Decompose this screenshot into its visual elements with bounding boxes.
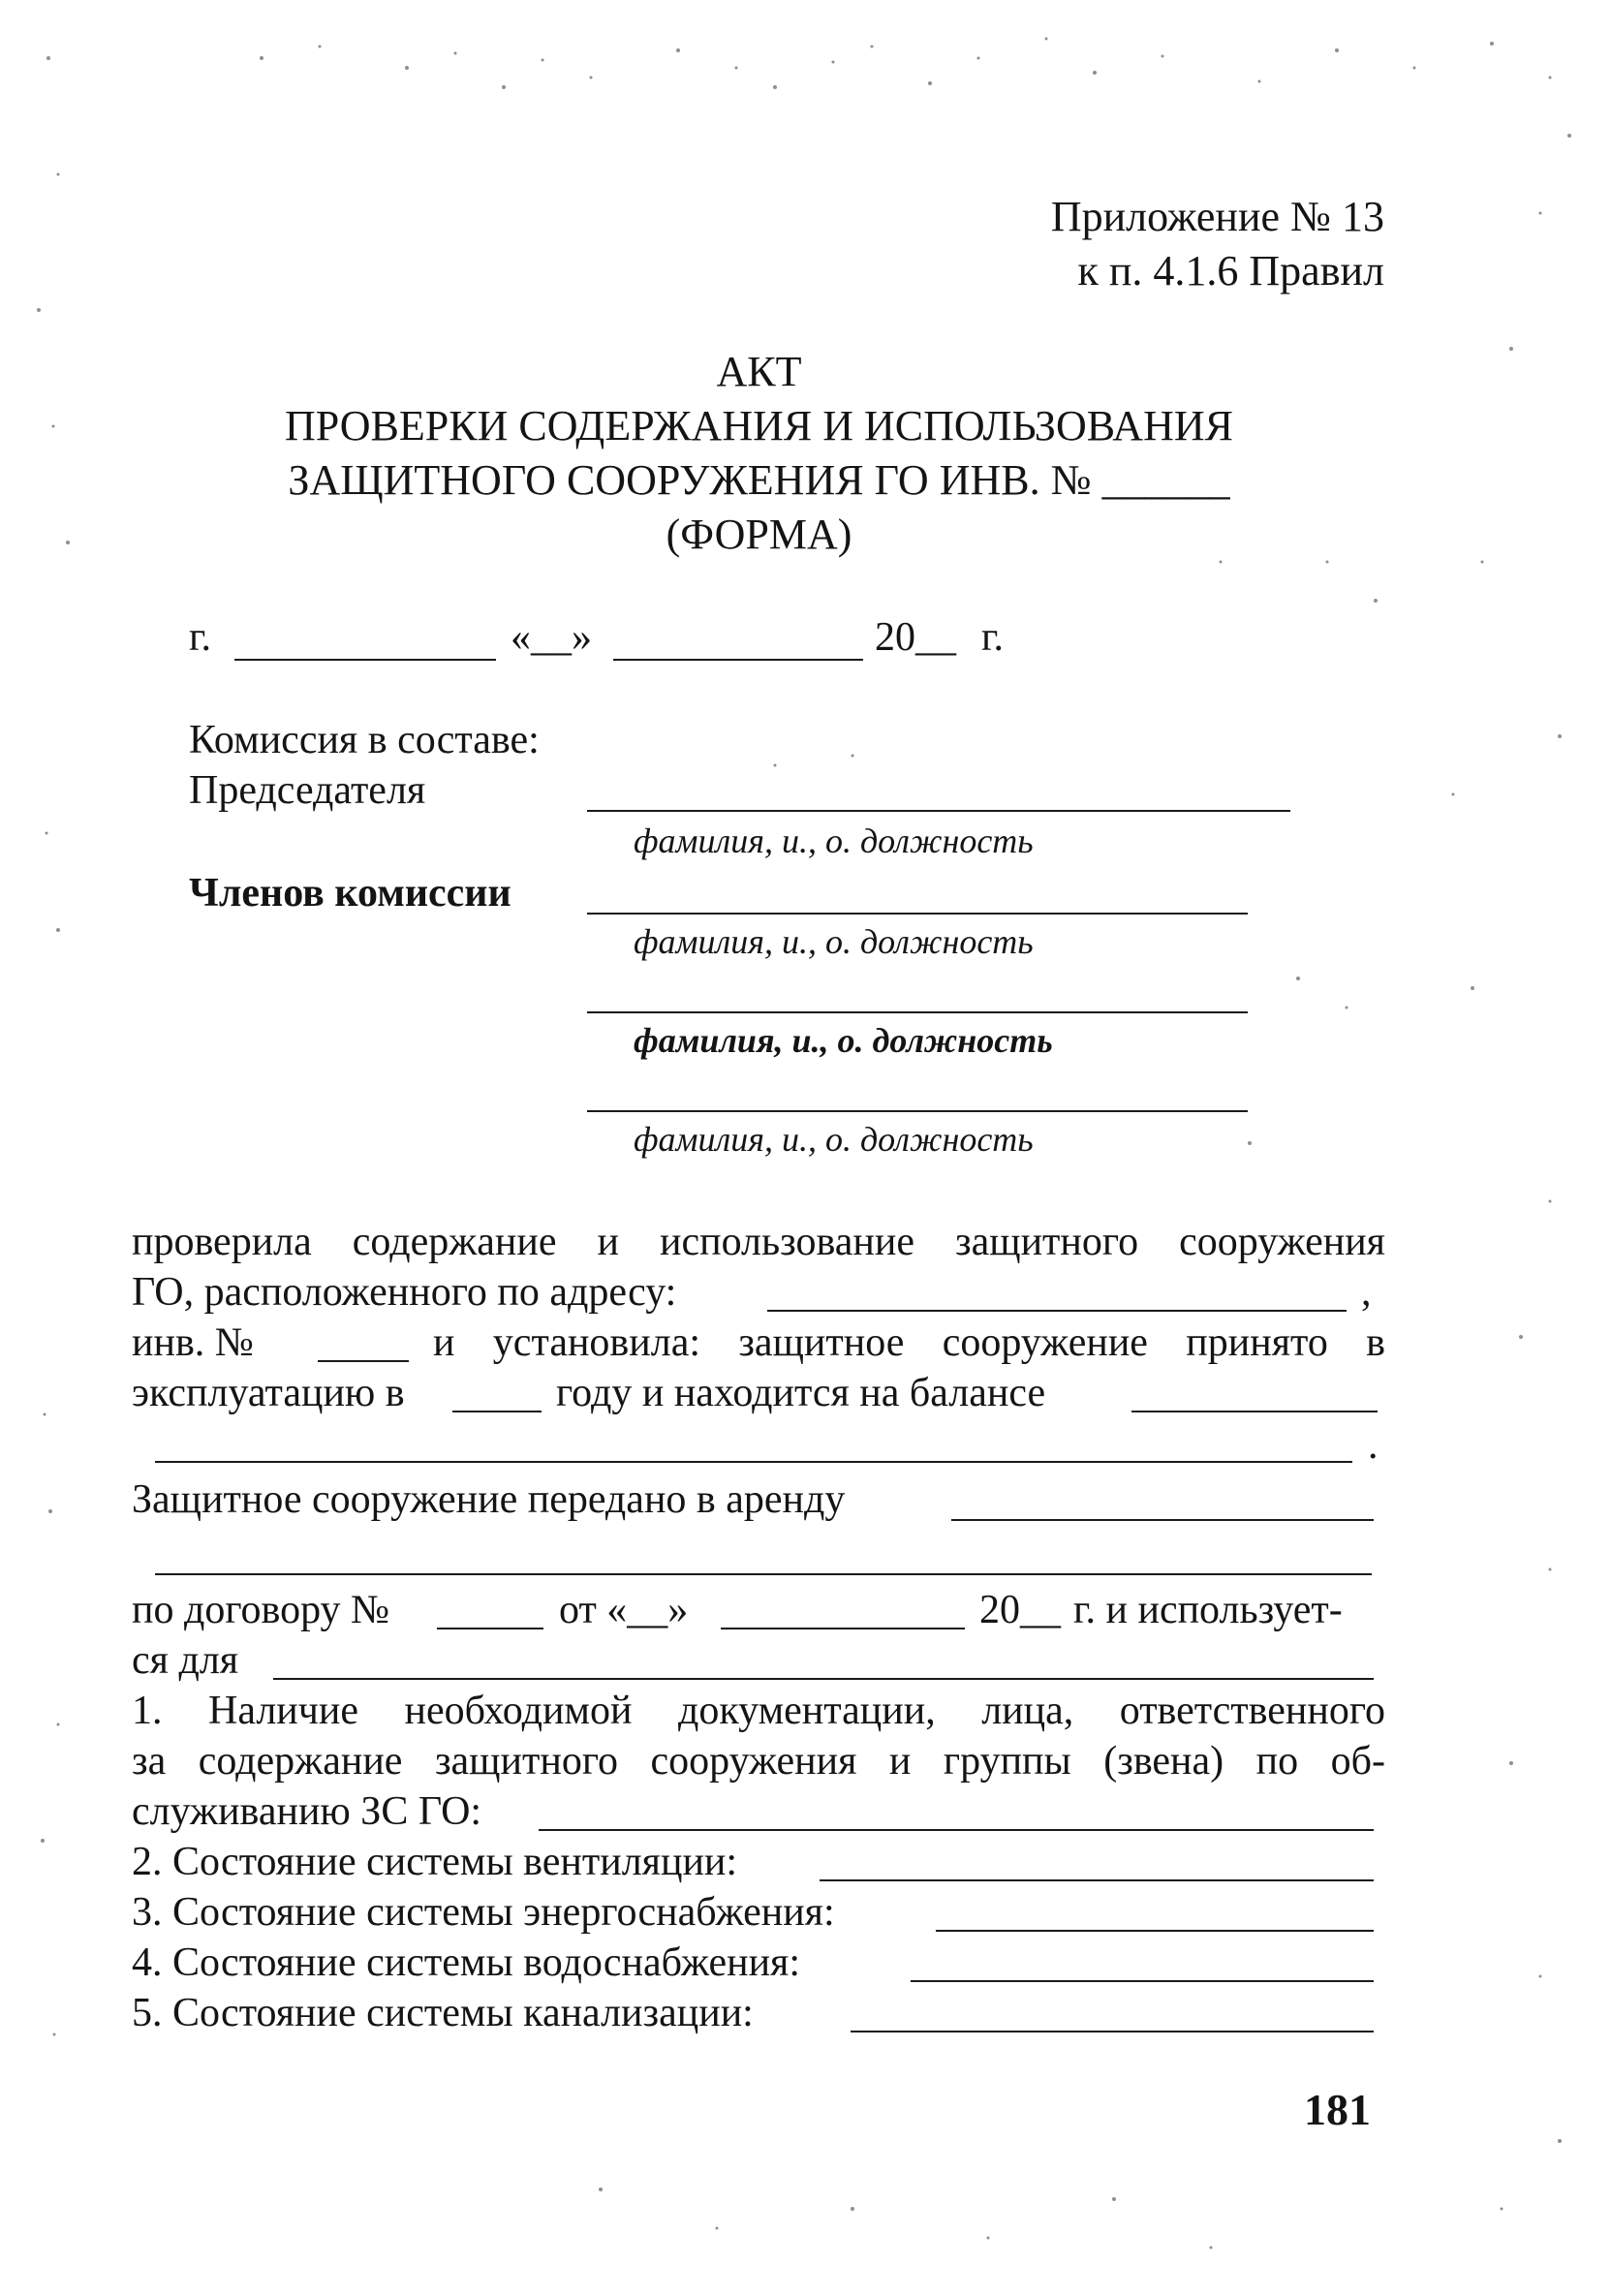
commission-year-field[interactable] [452,1411,542,1412]
sewerage-field[interactable] [851,2031,1374,2032]
used-for-field[interactable] [273,1678,1374,1680]
contract-label: по договору № [132,1588,390,1632]
chairman-field[interactable] [587,810,1290,812]
used-for-label: ся для [132,1638,239,1683]
city-field[interactable] [234,659,496,661]
body-line-1: проверила содержание и использование защитного сооружения [132,1220,1385,1264]
member-field-3[interactable] [587,1110,1248,1112]
item-1-line-2: за содержание защитного сооружения и группы (звена) по об- [132,1739,1385,1784]
contract-number-field[interactable] [437,1628,543,1629]
contract-year-field[interactable]: 20__ [979,1588,1061,1632]
sewerage-label: 5. Состояние системы канализации: [132,1991,754,2035]
address-field[interactable] [767,1310,1347,1312]
documentation-field[interactable] [539,1829,1374,1831]
inventory-number-field[interactable] [318,1360,409,1362]
commissioned-label: эксплуатацию в [132,1371,405,1415]
item-1-line-1: 1. Наличие необходимой документации, лица, ответственного [132,1689,1385,1733]
members-label: Членов комиссии [189,871,511,915]
title-subject-line1: ПРОВЕРКИ СОДЕРЖАНИЯ И ИСПОЛЬЗОВАНИЯ [285,402,1233,450]
title-form-label: (ФОРМА) [666,511,852,558]
year-field[interactable]: 20__ [875,615,956,660]
member-field-1[interactable] [587,913,1248,915]
member-field-1-hint: фамилия, и., о. должность [634,922,1034,961]
balance-label: году и находится на балансе [556,1371,1046,1415]
chairman-field-hint: фамилия, и., о. должность [634,822,1034,860]
appendix-reference [1051,190,1384,298]
city-label: г. [189,615,211,660]
contract-day-field[interactable]: от «__» [559,1588,689,1632]
power-supply-field[interactable] [936,1930,1374,1932]
established-text: и установила: защитное сооружение принято в [433,1320,1385,1365]
title-subject-line2: ЗАЩИТНОГО СООРУЖЕНИЯ ГО ИНВ. № ______ [288,456,1230,504]
member-field-3-hint: фамилия, и., о. должность [634,1120,1034,1159]
contract-month-field[interactable] [721,1628,965,1629]
year-suffix: г. [981,615,1004,660]
month-field[interactable] [613,659,863,661]
item-1-line-3: служиванию ЗС ГО: [132,1789,482,1834]
address-comma: , [1361,1270,1372,1315]
chairman-label: Председателя [189,768,426,813]
usage-label: г. и использует- [1073,1588,1343,1632]
balance-period: . [1368,1423,1379,1468]
ventilation-label: 2. Состояние системы вентиляции: [132,1840,738,1884]
commission-intro: Комиссия в составе: [189,718,540,762]
rules-reference: к п. 4.1.6 Правил [1077,247,1384,295]
inventory-label: инв. № [132,1320,254,1365]
water-supply-label: 4. Состояние системы водоснабжения: [132,1940,801,1985]
document-title [136,345,1382,562]
water-supply-field[interactable] [911,1980,1374,1982]
title-act: АКТ [716,348,802,395]
tenant-field[interactable] [951,1519,1374,1521]
day-field[interactable]: «__» [511,615,592,660]
member-field-2-hint: фамилия, и., о. должность [634,1021,1053,1060]
ventilation-field[interactable] [820,1879,1374,1881]
tenant-field-continued[interactable] [155,1573,1372,1575]
balance-holder-field[interactable] [1131,1411,1378,1412]
rent-label: Защитное сооружение передано в аренду [132,1477,846,1522]
page-number: 181 [1304,2085,1371,2134]
member-field-2[interactable] [587,1011,1248,1013]
appendix-number: Приложение № 13 [1050,193,1384,240]
balance-holder-field-continued[interactable] [155,1461,1352,1463]
power-supply-label: 3. Состояние системы энергоснабжения: [132,1890,835,1935]
address-label: ГО, расположенного по адресу: [132,1270,677,1315]
